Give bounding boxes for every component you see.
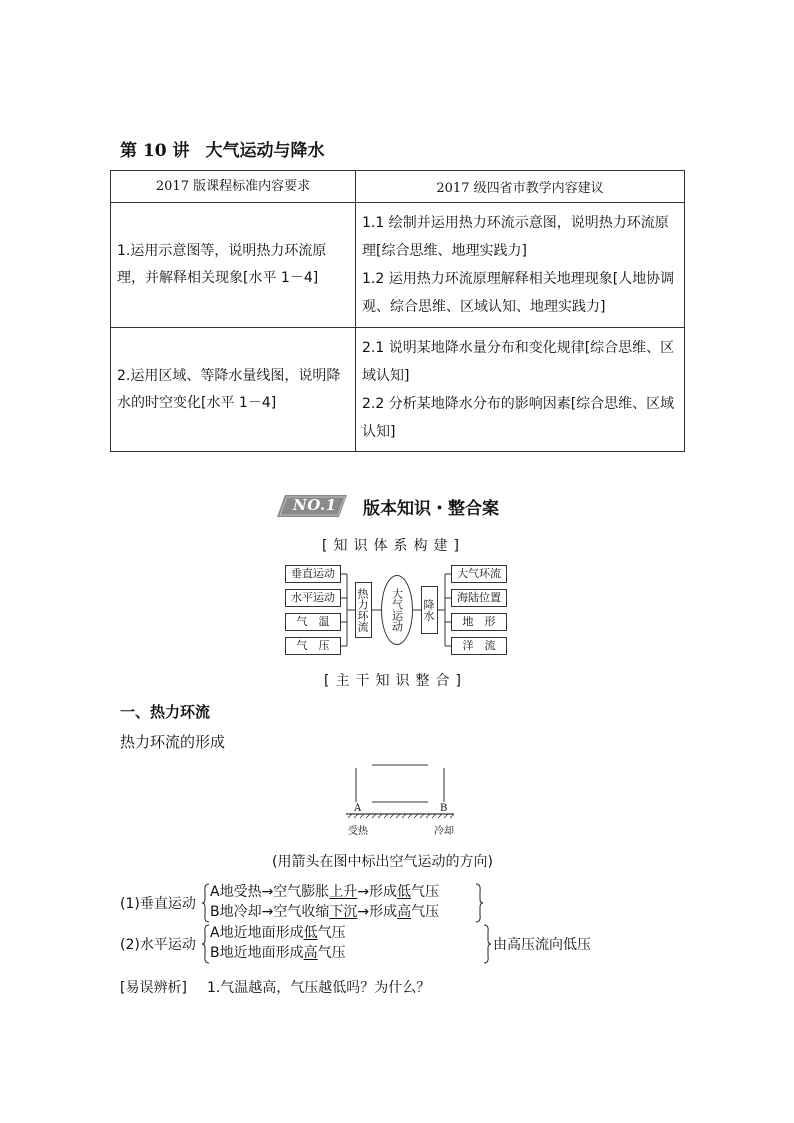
suggestion-item: 2.1 说明某地降水量分布和变化规律[综合思维、区域认知]	[362, 339, 675, 384]
answer-blank: 低	[303, 925, 318, 941]
answer-blank: 低	[397, 884, 412, 900]
answer-blank: 高	[303, 945, 318, 961]
misconception-note	[120, 977, 430, 997]
cooled-label: 冷却	[434, 826, 454, 837]
suggestion-item: 2.2 分析某地降水分布的影响因素[综合思维、区域认知]	[362, 395, 675, 440]
mind-map-right-item: 海陆位置	[451, 589, 507, 607]
mind-map-right-group: 降水	[421, 586, 438, 634]
mind-map-left-group: 热力环流	[355, 582, 372, 638]
left-brace-icon	[202, 924, 210, 964]
vertical-motion-block	[120, 882, 520, 924]
point-a-label: A	[354, 803, 362, 814]
horizontal-motion-conclusion: 由高压流向低压	[493, 937, 591, 953]
section-title: 版本知识・整合案	[363, 499, 499, 519]
vertical-motion-label: (1)垂直运动	[120, 896, 196, 912]
horizontal-motion-line-b: B地近地面形成高气压	[210, 945, 346, 961]
horizontal-motion-label: (2)水平运动	[120, 937, 196, 953]
left-brace-icon	[202, 883, 210, 923]
answer-blank: 下沉	[329, 904, 358, 920]
note-question: 1.气温越高，气压越低吗？为什么？	[206, 980, 431, 996]
right-brace-icon	[475, 883, 483, 923]
horizontal-motion-block	[120, 923, 591, 965]
heading-thermal-circulation: 一、热力环流	[120, 703, 211, 721]
suggestion-cell	[356, 203, 685, 328]
mind-map-right-item: 洋 流	[451, 637, 507, 655]
requirement-cell: 1.运用示意图等，说明热力环流原理，并解释相关现象[水平 1－4]	[111, 203, 356, 328]
mind-map-left-item: 垂直运动	[285, 565, 341, 583]
mind-map-left-item: 水平运动	[285, 589, 341, 607]
answer-blank: 上升	[329, 884, 358, 900]
table-row	[111, 328, 685, 452]
vertical-motion-line-a: A地受热→空气膨胀上升→形成低气压	[210, 884, 440, 900]
table-header-requirements: 2017 版课程标准内容要求	[111, 171, 356, 203]
subheading-formation: 热力环流的形成	[120, 733, 226, 751]
mind-map-center: 大气运动	[381, 575, 413, 645]
point-b-label: B	[440, 803, 448, 814]
right-brace-icon	[483, 924, 491, 964]
mind-map-right-item: 大气环流	[451, 565, 507, 583]
mind-map-right-item: 地 形	[451, 613, 507, 631]
lecture-number: 第 10 讲	[120, 141, 190, 161]
requirement-cell: 2.运用区域、等降水量线图，说明降水的时空变化[水平 1－4]	[111, 328, 356, 452]
knowledge-system-title: [知识体系构建]	[322, 538, 465, 554]
heated-label: 受热	[348, 826, 368, 837]
suggestion-item: 1.2 运用热力环流原理解释相关地理现象[人地协调观、综合思维、区域认知、地理实践力]	[362, 271, 675, 315]
suggestion-cell	[356, 328, 685, 452]
thermal-circulation-diagram	[340, 760, 460, 840]
answer-blank: 高	[397, 904, 412, 920]
section-badge	[277, 495, 347, 517]
table-row	[111, 203, 685, 328]
horizontal-motion-line-a: A地近地面形成低气压	[210, 925, 346, 941]
main-knowledge-title: [主干知识整合]	[324, 673, 467, 689]
standards-table	[110, 170, 685, 452]
table-header-suggestions: 2017 级四省市教学内容建议	[356, 171, 685, 203]
suggestion-item: 1.1 绘制并运用热力环流示意图，说明热力环流原理[综合思维、地理实践力]	[362, 215, 669, 259]
knowledge-mind-map	[285, 560, 507, 660]
diagram-caption: (用箭头在图中标出空气运动的方向)	[272, 854, 493, 870]
mind-map-left-item: 气 温	[285, 613, 341, 631]
mind-map-left-item: 气 压	[285, 637, 341, 655]
table-header-row	[111, 171, 685, 203]
section-badge-text: NO.1	[293, 496, 337, 514]
note-tag: [易误辨析]	[120, 980, 187, 996]
vertical-motion-line-b: B地冷却→空气收缩下沉→形成高气压	[210, 904, 440, 920]
lecture-title	[120, 136, 325, 161]
lecture-topic: 大气运动与降水	[205, 141, 325, 161]
